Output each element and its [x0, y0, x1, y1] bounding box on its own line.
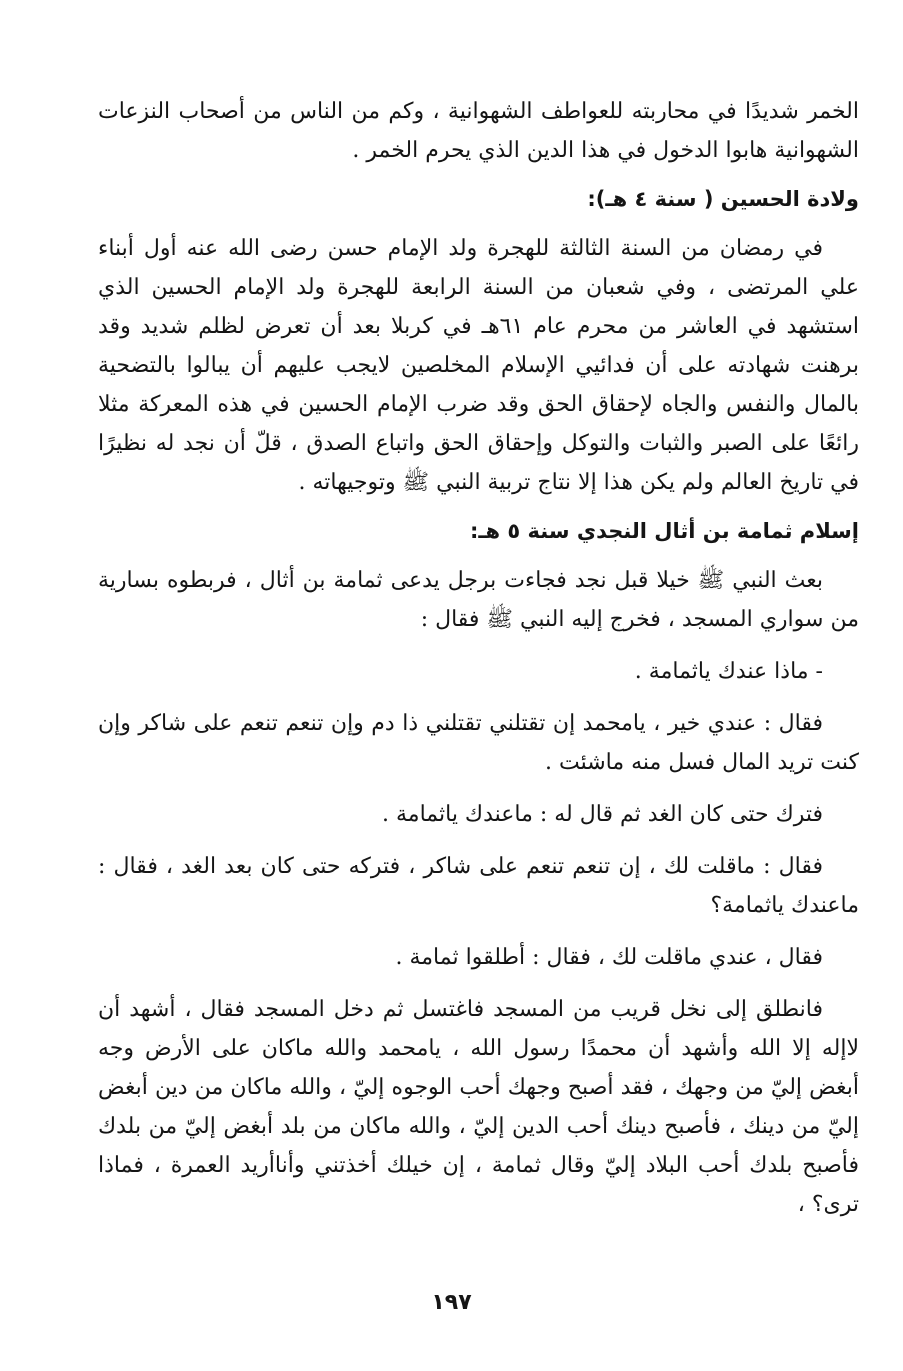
- paragraph-wine-ending: الخمر شديدًا في محاربته للعواطف الشهوانية ، وكم من الناس من أصحاب النزعات الشهوانية هابوا الدخول في هذا الدين الذي يحرم الخمر .: [98, 99, 859, 163]
- paragraph-next-day: فترك حتى كان الغد ثم قال له : ماعندك ياثمامة .: [382, 802, 823, 827]
- paragraph-thumama-capture: بعث النبي ﷺ خيلا قبل نجد فجاءت برجل يدعى ثمامة بن أثال ، فربطوه بسارية من سواري المسجد ، فخرج إليه النبي ﷺ فقال :: [98, 568, 859, 632]
- paragraph-thumama-conversion: فانطلق إلى نخل قريب من المسجد فاغتسل ثم دخل المسجد فقال ، أشهد أن لاإله إلا الله وأشهد أن محمدًا رسول الله ، يامحمد والله ماكان على الأرض وجه أبغض إليّ من وجهك ، فقد أصبح وجهك أحب الوجوه إليّ ، والله ماكان من دين أبغض إليّ من دينك ، فأصبح دينك أحب الدين إليّ ، والله ماكان من بلد أبغض إليّ من بلدك فأصبح بلدك أحب البلاد إليّ وقال ثمامة ، إن خيلك أخذتني وأناأريد العمرة ، فماذا ترى؟ ،: [98, 997, 859, 1217]
- paragraph-hussein-birth: في رمضان من السنة الثالثة للهجرة ولد الإمام حسن رضى الله عنه أول أبناء علي المرتضى ، وفي شعبان من السنة الرابعة للهجرة ولد الإمام الحسين الذي استشهد في العاشر من محرم عام ٦١هـ في كربلا بعد أن تعرض لظلم شديد وقد برهنت شهادته على أن فدائيي الإسلام المخلصين لايجب عليهم أن يبالوا بالتضحية بالمال والنفس والجاه لإحقاق الحق وقد ضرب الإمام الحسين في هذه المعركة مثلا رائعًا على الصبر والثبات والتوكل وإحقاق الحق واتباع الصدق ، قلّ أن نجد له نظيرًا في تاريخ العالم ولم يكن هذا إلا نتاج تربية النبي ﷺ وتوجيهاته .: [98, 236, 859, 495]
- section-heading-hussein-birth: ولادة الحسين ( سنة ٤ هـ):: [587, 187, 859, 211]
- paragraph-thumama-reply-1: فقال : عندي خير ، يامحمد إن تقتلني تقتلني ذا دم وإن تنعم تنعم على شاكر وإن كنت تريد المال فسل منه ماشئت .: [98, 711, 859, 775]
- section-heading-thumama: إسلام ثمامة بن أثال النجدي سنة ٥ هـ:: [469, 519, 859, 543]
- paragraph-release-order: فقال ، عندي ماقلت لك ، فقال : أطلقوا ثمامة .: [395, 945, 823, 970]
- dialogue-line-question: - ماذا عندك ياثمامة .: [634, 659, 823, 684]
- paragraph-thumama-reply-2: فقال : ماقلت لك ، إن تنعم تنعم على شاكر ، فتركه حتى كان بعد الغد ، فقال : ماعندك ياثمامة؟: [98, 854, 859, 918]
- page-number: ١٩٧: [431, 1290, 472, 1315]
